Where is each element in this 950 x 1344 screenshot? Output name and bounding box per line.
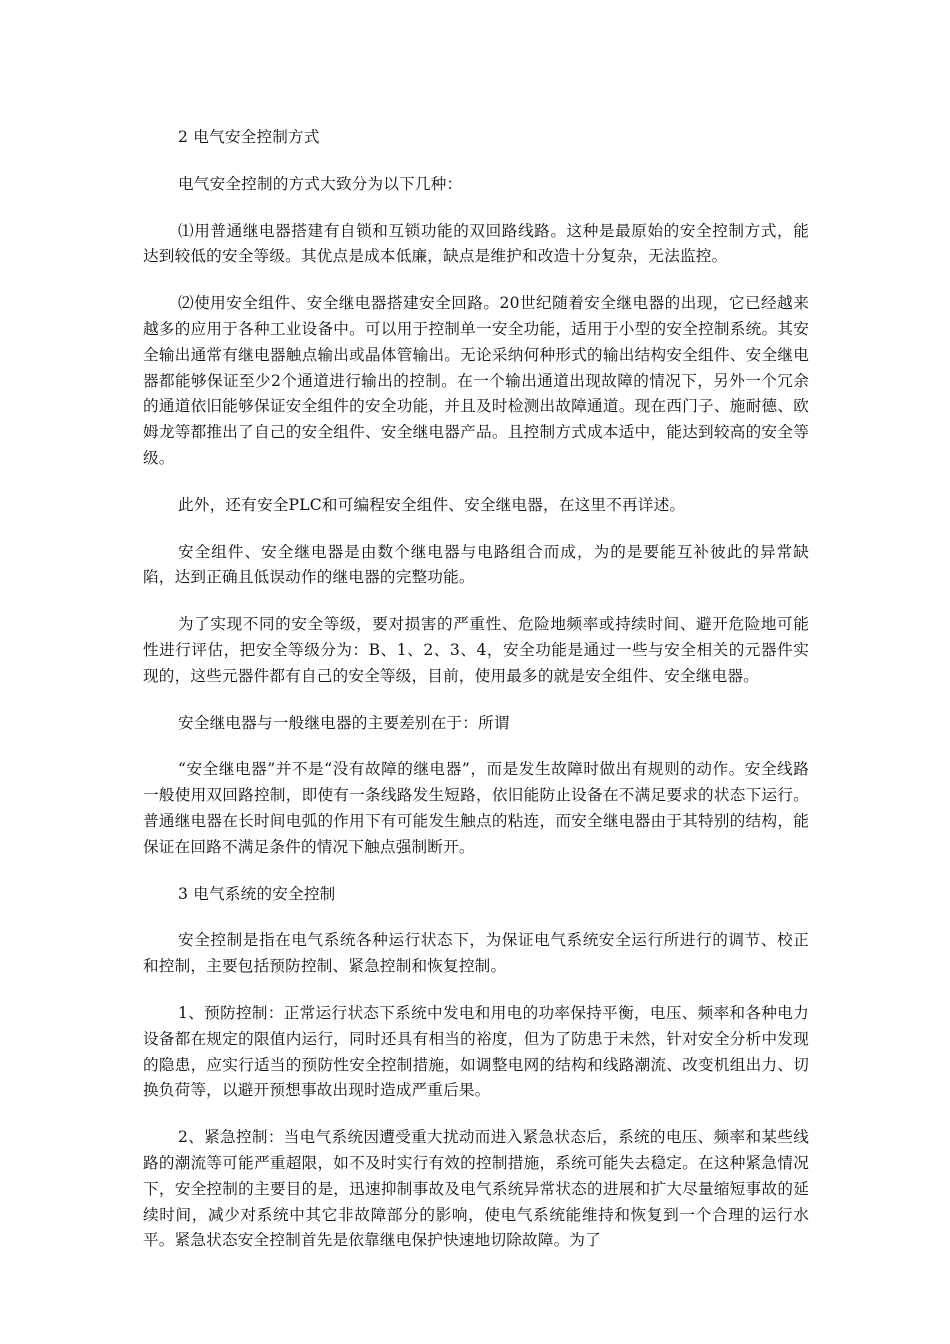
section-heading-3: 3 电气系统的安全控制 [178, 884, 336, 903]
paragraph-difference-intro: 安全继电器与一般继电器的主要差别在于：所谓 [178, 713, 510, 732]
section-heading-2: 2 电气安全控制方式 [178, 128, 320, 146]
paragraph-method-2: ⑵使用安全组件、安全继电器搭建安全回路。20世纪随着安全继电器的出现，它已经越来越多的应用于各种工业设备中。可以用于控制单一安全功能，适用于小型的安全控制系统。其安全输出通常有继电器触点输出或晶体管输出。无论采纳何种形式的输出结构安全组件、安全继电器都能够保证至少2个通道进行输出的控制。在一个输出通道出现故障的情况下，另外一个冗余的通道依旧能够保证安全组件的安全功能，并且及时检测出故障通道。现在西门子、施耐德、欧姆龙等都推出了自己的安全组件、安全继电器产品。且控制方式成本适中，能达到较高的安全等级。 [143, 294, 809, 467]
paragraph-preventive-control: 1、预防控制：正常运行状态下系统中发电和用电的功率保持平衡，电压、频率和各种电力设备都在规定的限值内运行，同时还具有相当的裕度，但为了防患于未然，针对安全分析中发现的隐患，应实行适当的预防性安全控制措施，如调整电网的结构和线路潮流、改变机组出力、切换负荷等，以避开预想事故出现时造成严重后果。 [143, 1003, 809, 1100]
paragraph-emergency-control: 2、紧急控制：当电气系统因遭受重大扰动而进入紧急状态后，系统的电压、频率和某些线路的潮流等可能严重超限，如不及时实行有效的控制措施，系统可能失去稳定。在这种紧急情况下，安全控制的主要目的是，迅速抑制事故及电气系统异常状态的进展和扩大尽量缩短事故的延续时间，减少对系统中其它非故障部分的影响，使电气系统能维持和恢复到一个合理的运行水平。紧急状态安全控制首先是依靠继电保护快速地切除故障。为了 [143, 1128, 809, 1250]
paragraph-safety-control-definition: 安全控制是指在电气系统各种运行状态下，为保证电气系统安全运行所进行的调节、校正和控制，主要包括预防控制、紧急控制和恢复控制。 [143, 931, 809, 976]
paragraph-safety-relay-definition: 安全组件、安全继电器是由数个继电器与电路组合而成，为的是要能互补彼此的异常缺陷，达到正确且低误动作的继电器的完整功能。 [143, 542, 809, 587]
paragraph-intro: 电气安全控制的方式大致分为以下几种： [178, 174, 463, 193]
paragraph-plc: 此外，还有安全PLC和可编程安全组件、安全继电器，在这里不再详述。 [178, 495, 686, 514]
paragraph-difference-detail: “安全继电器”并不是“没有故障的继电器”，而是发生故障时做出有规则的动作。安全线路一般使用双回路控制，即使有一条线路发生短路，依旧能防止设备在不满足要求的状态下运行。普通继电器在长时间电弧的作用下有可能发生触点的粘连，而安全继电器由于其特别的结构，能保证在回路不满足条件的情况下触点强制断开。 [143, 760, 809, 856]
document-body [143, 125, 809, 1275]
paragraph-method-1: ⑴用普通继电器搭建有自锁和互锁功能的双回路线路。这种是最原始的安全控制方式，能达到较低的安全等级。其优点是成本低廉，缺点是维护和改造十分复杂，无法监控。 [143, 221, 809, 266]
paragraph-safety-levels: 为了实现不同的安全等级，要对损害的严重性、危险地频率或持续时间、避开危险地可能性进行评估，把安全等级分为：B、1、2、3、4，安全功能是通过一些与安全相关的元器件实现的，这些元器件都有自己的安全等级，目前，使用最多的就是安全组件、安全继电器。 [143, 615, 809, 685]
